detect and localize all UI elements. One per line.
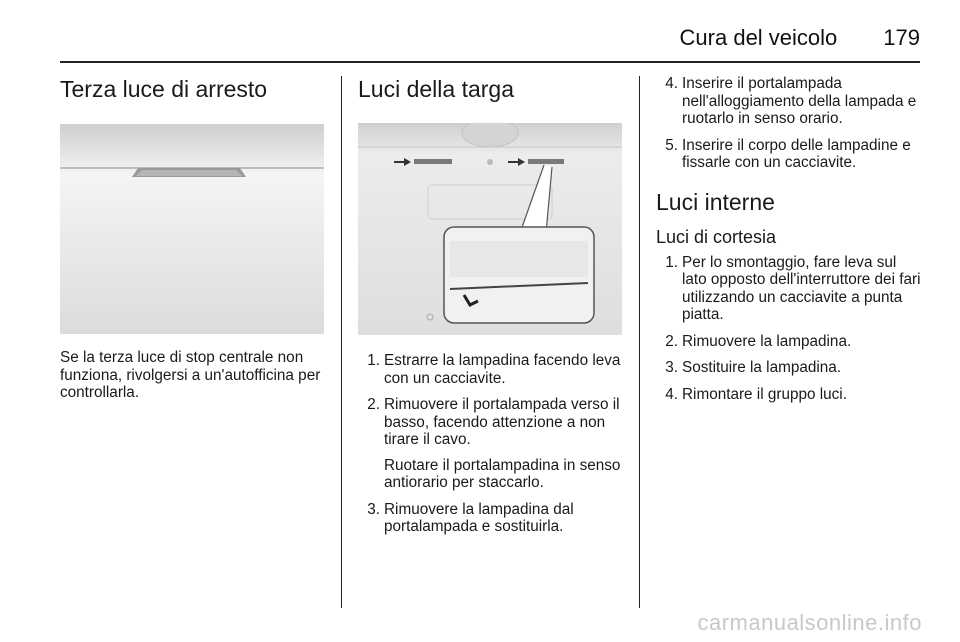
third-brake-light-image: [60, 124, 324, 334]
list-item: 1. Per lo smontaggio, fare leva sul lato opposto dell'interruttore dei fari utilizzando un cacciavite a punta piatta.: [665, 253, 921, 323]
license-plate-steps-continued: [656, 75, 924, 172]
column-divider-1: [341, 76, 342, 608]
page-header: [60, 18, 920, 58]
watermark: carmanualsonline.info: [697, 610, 922, 635]
page-number: 179: [883, 25, 920, 50]
list-item: 5. Inserire il corpo delle lampadine e fissarle con un cacciavite.: [665, 136, 911, 171]
heading-interior-lights: Luci interne: [656, 188, 775, 215]
heading-license-plate-lights: Luci della targa: [358, 76, 514, 102]
list-item: 1. Estrarre la lampadina facendo leva con un cacciavite.: [367, 352, 621, 387]
third-brake-light-text: Se la terza luce di stop centrale non funziona, rivolgersi a un'autofficina per controllarla.: [60, 349, 321, 401]
list-item: 2. Rimuovere il portalampada verso il basso, facendo attenzione a non tirare il cavo. Ruotare il portalampadina in senso antiorario per staccarlo.: [358, 396, 626, 492]
license-plate-light-image: [358, 123, 622, 335]
heading-third-brake-light: Terza luce di arresto: [60, 76, 268, 102]
courtesy-light-steps: [656, 254, 924, 404]
list-item: 2. Rimuovere la lampadina.: [665, 332, 852, 350]
step-subparagraph: Ruotare il portalampadina in senso antiorario per staccarlo.: [384, 456, 621, 491]
heading-courtesy-lights: Luci di cortesia: [656, 226, 777, 247]
section-title: Cura del veicolo: [679, 25, 838, 50]
list-item: 4. Rimontare il gruppo luci.: [665, 385, 847, 403]
license-plate-steps: [358, 352, 626, 536]
column-third-brake-light: [60, 75, 324, 402]
column-divider-2: [639, 76, 640, 608]
column-license-plate-lights: [358, 75, 626, 545]
header-divider: [60, 61, 920, 63]
list-item: 3. Rimuovere la lampadina dal portalampada e sostituirla.: [367, 500, 574, 535]
list-item: 3. Sostituire la lampadina.: [665, 359, 842, 376]
column-interior-lights: [656, 75, 924, 412]
list-item: 4. Inserire il portalampada nell'alloggiamento della lampada e ruotarlo in senso orario.: [665, 75, 917, 127]
